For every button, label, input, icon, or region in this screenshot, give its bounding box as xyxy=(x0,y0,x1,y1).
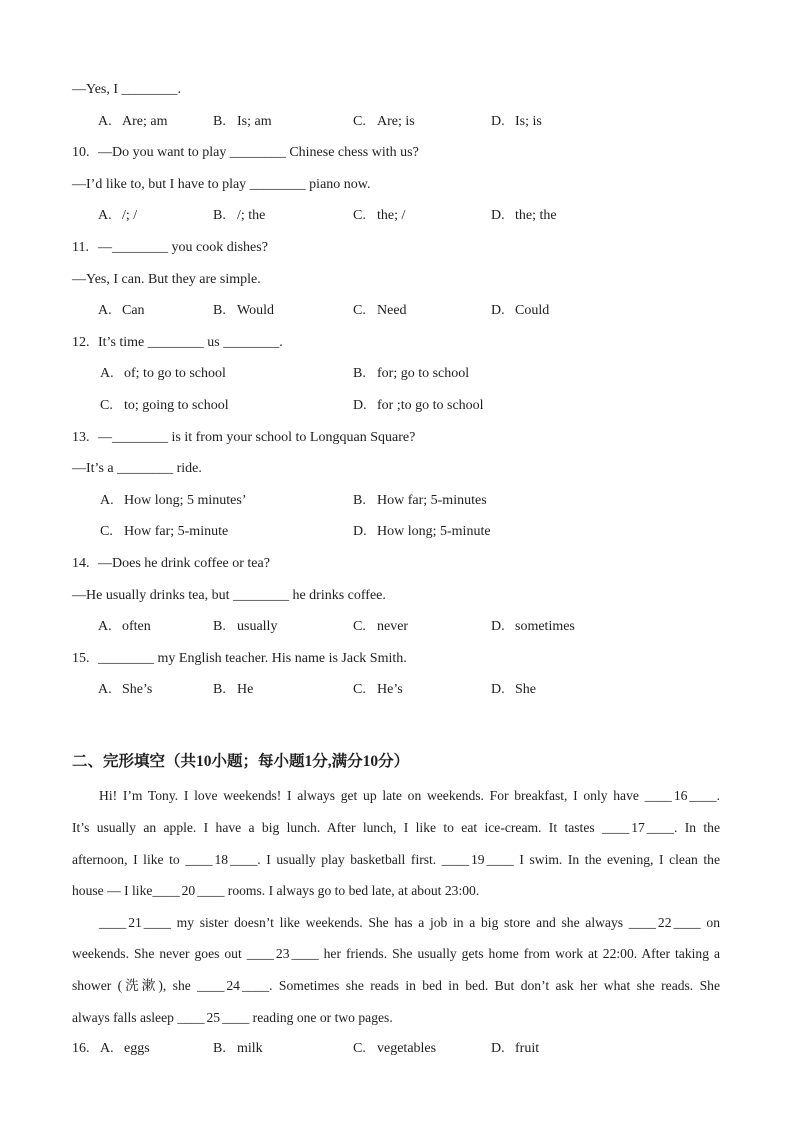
option-text: for; go to school xyxy=(377,366,470,382)
cloze-line-5: ____ 21 ____ my sister doesn’t like weekends. She has a job in a big store and she always ____ 22 ____ on xyxy=(99,914,720,930)
q10-option-d xyxy=(491,200,557,232)
option-letter: C. xyxy=(353,1041,366,1057)
question-number: 11. xyxy=(72,239,89,255)
section2-heading: 二、完形填空（共10小题；每小题1分,满分10分） xyxy=(72,752,410,770)
q10-option-b xyxy=(213,200,265,232)
option-letter: D. xyxy=(491,303,505,319)
option-letter: D. xyxy=(491,619,505,635)
question-text: —Do you want to play ________ Chinese chess with us? xyxy=(98,145,419,161)
q12-option-c xyxy=(100,390,229,422)
q13-option-a xyxy=(100,485,247,517)
q16-number xyxy=(72,1033,90,1065)
option-letter: D. xyxy=(491,113,505,129)
option-letter: C. xyxy=(353,682,366,698)
section-gap xyxy=(72,706,720,746)
option-text: She’s xyxy=(122,682,153,698)
q14-option-c xyxy=(353,611,408,643)
option-letter: B. xyxy=(353,366,366,382)
option-text: the; the xyxy=(515,208,557,224)
option-text: He’s xyxy=(377,682,403,698)
option-letter: C. xyxy=(100,397,113,413)
q13-question-line xyxy=(72,422,720,454)
option-letter: B. xyxy=(353,492,366,508)
cloze-line-7: shower (洗漱), she ____ 24 ____. Sometimes she reads in bed in bed. But don’t ask her what she reads. She xyxy=(72,978,720,994)
blank-number: 22 xyxy=(657,914,672,930)
q11-option-b xyxy=(213,295,274,327)
option-letter: D. xyxy=(353,524,367,540)
cloze-blank-19: ____ 19 ____ xyxy=(441,851,514,867)
q12-option-d xyxy=(353,390,484,422)
option-text: Are; am xyxy=(122,113,168,129)
option-text: Would xyxy=(237,303,274,319)
option-text: /; / xyxy=(122,208,138,224)
q12-question-line xyxy=(72,327,720,359)
q9-option-d xyxy=(491,106,542,138)
option-letter: A. xyxy=(98,208,112,224)
question-text: —Does he drink coffee or tea? xyxy=(98,555,270,571)
option-letter: B. xyxy=(213,208,226,224)
option-letter: A. xyxy=(98,619,112,635)
question-number: 12. xyxy=(72,334,90,350)
q13-option-d xyxy=(353,516,491,548)
q13-option-c xyxy=(100,516,228,548)
q16-option-c xyxy=(353,1033,436,1065)
option-text: Could xyxy=(515,303,550,319)
q15-option-a xyxy=(98,674,152,706)
q10-option-a xyxy=(98,200,137,232)
option-letter: B. xyxy=(213,1041,226,1057)
option-letter: D. xyxy=(491,208,505,224)
q12-options-row-2 xyxy=(72,390,720,422)
option-text: sometimes xyxy=(515,619,575,635)
option-text: usually xyxy=(237,619,278,635)
blank-number: 21 xyxy=(128,914,142,930)
option-text: Is; am xyxy=(237,113,272,129)
option-letter: A. xyxy=(98,113,112,129)
q9-option-a xyxy=(98,106,167,138)
blank-number: 20 xyxy=(181,883,196,899)
option-text: Can xyxy=(122,303,145,319)
option-letter: A. xyxy=(98,682,112,698)
q11-options-row xyxy=(72,295,720,327)
option-letter: D. xyxy=(353,397,367,413)
option-letter: A. xyxy=(98,303,112,319)
blank-number: 25 xyxy=(206,1009,221,1025)
option-text: Is; is xyxy=(515,113,542,129)
q15-option-c xyxy=(353,674,403,706)
option-letter: C. xyxy=(353,619,366,635)
q15-option-b xyxy=(213,674,253,706)
q16-option-a xyxy=(100,1033,150,1065)
option-text: Are; is xyxy=(377,113,415,129)
page-content xyxy=(72,74,720,1065)
option-text: milk xyxy=(237,1041,263,1057)
cloze-blank-17: ____ 17 ____ xyxy=(602,820,674,836)
q12-option-b xyxy=(353,358,469,390)
cloze-blank-21: ____ 21 ____ xyxy=(99,914,171,930)
question-text: —________ is it from your school to Longquan Square? xyxy=(98,429,416,445)
cloze-blank-25: ____ 25 ____ xyxy=(177,1009,250,1025)
option-text: How far; 5-minutes xyxy=(377,492,487,508)
option-text: He xyxy=(237,682,254,698)
cloze-line-1: Hi! I’m Tony. I love weekends! I always get up late on weekends. For breakfast, I only have ____ 16 ____. xyxy=(99,788,720,804)
option-letter: C. xyxy=(353,303,366,319)
option-text: Need xyxy=(377,303,407,319)
option-text: for ;to go to school xyxy=(377,397,484,413)
option-text: eggs xyxy=(124,1041,150,1057)
q14-option-d xyxy=(491,611,575,643)
option-text: How long; 5 minutes’ xyxy=(124,492,247,508)
cloze-line-2: It’s usually an apple. I have a big lunch. After lunch, I like to eat ice-cream. It tastes ____ 17 ____. In the xyxy=(72,820,720,836)
q14-option-a xyxy=(98,611,151,643)
option-text: fruit xyxy=(515,1041,540,1057)
q16-option-b xyxy=(213,1033,263,1065)
cloze-blank-22: ____ 22 ____ xyxy=(628,914,701,930)
cloze-line-3: afternoon, I like to ____ 18 ____. I usually play basketball first. ____ 19 ____ I swim. In the evening, I clean the xyxy=(72,851,720,867)
question-text: ________ my English teacher. His name is Jack Smith. xyxy=(98,650,407,666)
blank-number: 17 xyxy=(631,820,645,836)
question-text: It’s time ________ us ________. xyxy=(98,334,283,350)
option-text: often xyxy=(122,619,151,635)
q15-option-d xyxy=(491,674,536,706)
option-letter: B. xyxy=(213,303,226,319)
question-text: —________ you cook dishes? xyxy=(98,239,268,255)
option-letter: B. xyxy=(213,619,226,635)
option-text: How far; 5-minute xyxy=(124,524,229,540)
option-text: She xyxy=(515,682,536,698)
option-text: to; going to school xyxy=(124,397,229,413)
q9-reply-line: —Yes, I ________. xyxy=(72,82,182,97)
cloze-blank-16: ____ 16 ____ xyxy=(644,788,717,804)
q11-option-a xyxy=(98,295,145,327)
question-number: 15. xyxy=(72,650,90,666)
q9-option-c xyxy=(353,106,415,138)
option-text: never xyxy=(377,619,409,635)
option-letter: B. xyxy=(213,113,226,129)
q15-options-row xyxy=(72,674,720,706)
option-text: the; / xyxy=(377,208,406,224)
q13-option-b xyxy=(353,485,487,517)
option-letter: D. xyxy=(491,1041,505,1057)
q11-option-d xyxy=(491,295,549,327)
option-text: of; to go to school xyxy=(124,366,226,382)
cloze-blank-24: ____ 24 ____ xyxy=(197,978,270,994)
option-letter: A. xyxy=(100,1041,114,1057)
q14-option-b xyxy=(213,611,277,643)
q11-reply-line: —Yes, I can. But they are simple. xyxy=(72,271,261,287)
q13-options-row-1 xyxy=(72,485,720,517)
q16-option-d xyxy=(491,1033,539,1065)
q16-options-row xyxy=(72,1033,720,1065)
blank-number: 18 xyxy=(214,851,229,867)
q13-reply-line: —It’s a ________ ride. xyxy=(72,461,202,477)
q12-options-row-1 xyxy=(72,358,720,390)
cloze-line-8: always falls asleep ____ 25 ____ reading one or two pages. xyxy=(72,1009,393,1025)
option-letter: C. xyxy=(353,113,366,129)
q10-option-c xyxy=(353,200,405,232)
question-number: 16. xyxy=(72,1041,90,1057)
q14-reply-line: —He usually drinks tea, but ________ he drinks coffee. xyxy=(72,587,386,603)
option-letter: D. xyxy=(491,682,505,698)
option-letter: C. xyxy=(353,208,366,224)
q15-question-line xyxy=(72,643,720,675)
q11-option-c xyxy=(353,295,407,327)
option-text: How long; 5-minute xyxy=(377,524,491,540)
option-text: vegetables xyxy=(377,1041,437,1057)
cloze-blank-18: ____ 18 ____ xyxy=(185,851,258,867)
cloze-line-6: weekends. She never goes out ____ 23 ____ her friends. She usually gets home from work at 22:00. After taking a xyxy=(72,946,720,962)
q10-reply-line: —I’d like to, but I have to play ________ piano now. xyxy=(72,176,371,192)
q9-options-row xyxy=(72,106,720,138)
option-text: /; the xyxy=(237,208,266,224)
q14-options-row xyxy=(72,611,720,643)
question-number: 14. xyxy=(72,555,90,571)
cloze-blank-20: ____ 20 ____ xyxy=(152,883,225,899)
q13-options-row-2 xyxy=(72,516,720,548)
cloze-line-4: house — I like____ 20 ____ rooms. I always go to bed late, at about 23:00. xyxy=(72,883,480,899)
q10-question-line xyxy=(72,137,720,169)
option-letter: B. xyxy=(213,682,226,698)
blank-number: 23 xyxy=(275,946,290,962)
option-letter: C. xyxy=(100,524,113,540)
q9-option-b xyxy=(213,106,272,138)
blank-number: 24 xyxy=(226,978,240,994)
cloze-blank-23: ____ 23 ____ xyxy=(246,946,319,962)
option-letter: A. xyxy=(100,492,114,508)
question-number: 10. xyxy=(72,145,90,161)
question-number: 13. xyxy=(72,429,90,445)
q11-question-line xyxy=(72,232,720,264)
blank-number: 16 xyxy=(673,788,688,804)
option-letter: A. xyxy=(100,366,114,382)
q12-option-a xyxy=(100,358,226,390)
blank-number: 19 xyxy=(470,851,485,867)
q14-question-line xyxy=(72,548,720,580)
q10-options-row xyxy=(72,200,720,232)
